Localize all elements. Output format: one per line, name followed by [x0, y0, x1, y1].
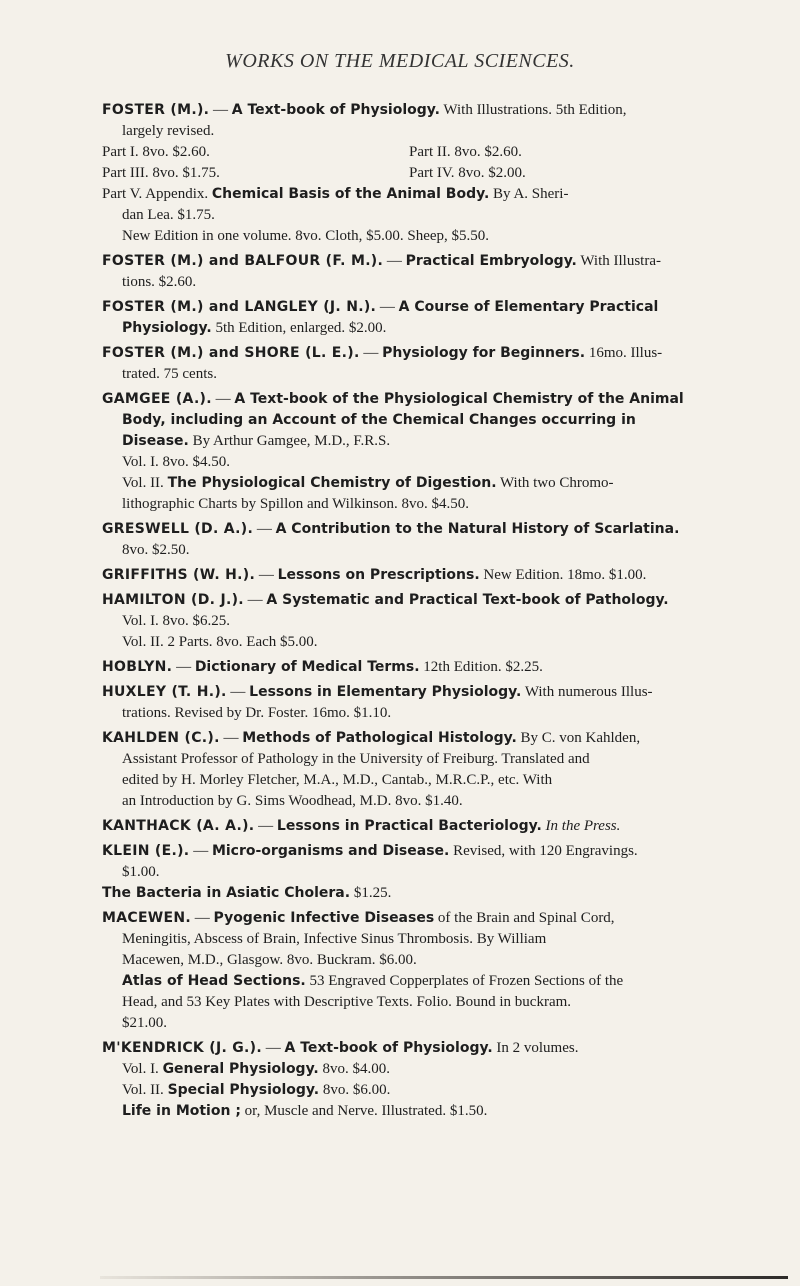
title: A Contribution to the Natural History of Scarlatina. — [275, 521, 680, 537]
desc: With Illustrations. 5th Edition, — [443, 102, 627, 118]
entry-foster-balfour: FOSTER (M.) and BALFOUR (F. M.). — Practical Embryology. With Illustra- tions. $2.60. — [102, 253, 661, 290]
entry-macewen: MACEWEN. — Pyogenic Infective Diseases of the Brain and Spinal Cord, Meningitis, Abscess of Brain, Infective Sinus Thrombosis. By William Macewen, M.D., Glasgow. 8vo. Buckram. $6.00. Atlas of Head Sections. 53 Engraved Copperplates of Frozen Sections of the Head, and 53 Key Plates with Descriptive Texts. Folio. Bound in buckram. $21.00. — [102, 910, 624, 1031]
author: KANTHACK (A. A.). — [102, 818, 255, 834]
running-head: WORKS ON THE MEDICAL SCIENCES. — [225, 50, 575, 72]
title: Lessons in Elementary Physiology. — [249, 684, 522, 700]
entry-kahlden: KAHLDEN (C.). — Methods of Pathological Histology. By C. von Kahlden, Assistant Professor of Pathology in the University of Freiburg. Translated and edited by H. Morley Fletcher, M.A., M.D., Cantab., M.R.C.P., etc. With an Introduction by G. Sims Woodhead, M.D. 8vo. $1.40. — [102, 730, 641, 809]
catalog-content — [102, 100, 792, 1126]
entry-mkendrick: M'KENDRICK (J. G.). — A Text-book of Physiology. In 2 volumes. Vol. I. General Physiology. 8vo. $4.00. Vol. II. Special Physiology. 8vo. $6.00. Life in Motion ; or, Muscle and Nerve. Illustrated. $1.50. — [102, 1040, 579, 1119]
author: HUXLEY (T. H.). — [102, 684, 227, 700]
title: Lessons on Prescriptions. — [277, 567, 480, 583]
part-label: Part V. Appendix. — [102, 186, 209, 202]
title: A Course of Elementary Practical — [398, 299, 659, 315]
entry-huxley: HUXLEY (T. H.). — Lessons in Elementary Physiology. With numerous Illus- trations. Revised by Dr. Foster. 16mo. $1.10. — [102, 684, 653, 721]
title: Lessons in Practical Bacteriology. — [276, 818, 542, 834]
entry-greswell: GRESWELL (D. A.). — A Contribution to the Natural History of Scarlatina. 8vo. $2.50. — [102, 521, 680, 558]
part-item: Part III. 8vo. $1.75. — [102, 165, 220, 181]
author: HOBLYN. — [102, 659, 173, 675]
desc-cont: largely revised. — [122, 123, 215, 139]
part-item: Part I. 8vo. $2.60. — [102, 144, 210, 160]
author: GRIFFITHS (W. H.). — [102, 567, 256, 583]
entry-gamgee: GAMGEE (A.). — A Text-book of the Physiological Chemistry of the Animal Body, including an Account of the Chemical Changes occurring in Disease. By Arthur Gamgee, M.D., F.R.S. Vol. I. 8vo. $4.50. Vol. II. The Physiological Chemistry of Digestion. With two Chromo- lithographic Charts by Spillon and Wilkinson. 8vo. $4.50. — [102, 391, 684, 512]
entry-griffiths: GRIFFITHS (W. H.). — Lessons on Prescriptions. New Edition. 18mo. $1.00. — [102, 567, 647, 583]
part-title: Chemical Basis of the Animal Body. — [211, 186, 490, 202]
author: GAMGEE (A.). — [102, 391, 212, 407]
title: A Systematic and Practical Text-book of Pathology. — [266, 592, 669, 608]
entry-kanthack: KANTHACK (A. A.). — Lessons in Practical Bacteriology. In the Press. — [102, 818, 621, 834]
author: FOSTER (M.) and BALFOUR (F. M.). — [102, 253, 384, 269]
title: A Text-book of Physiology. — [284, 1040, 493, 1056]
entry-foster-langley: FOSTER (M.) and LANGLEY (J. N.). — A Course of Elementary Practical Physiology. 5th Edition, enlarged. $2.00. — [102, 299, 659, 336]
entry-klein: KLEIN (E.). — Micro-organisms and Disease. Revised, with 120 Engravings. $1.00. The Bacteria in Asiatic Cholera. $1.25. — [102, 843, 638, 901]
author: HAMILTON (D. J.). — [102, 592, 244, 608]
author: FOSTER (M.) and SHORE (L. E.). — [102, 345, 360, 361]
title: Physiology for Beginners. — [382, 345, 586, 361]
entry-foster: FOSTER (M.). — A Text-book of Physiology. With Illustrations. 5th Edition, largely revised. Part I. 8vo. $2.60. Part II. 8vo. $2.60. Part III. 8vo. $1.75. Part IV. 8vo. $2.00. Part V. Appendix. Chemical Basis of the Animal Body. By A. Sheri- dan Lea. $1.75. New Edition in one volume. 8vo. Cloth, $5.00. Sheep, $5.50. — [102, 100, 792, 247]
author: FOSTER (M.). — [102, 102, 210, 118]
title: A Text-book of the Physiological Chemistry of the Animal — [234, 391, 684, 407]
title: Dictionary of Medical Terms. — [194, 659, 420, 675]
entry-foster-shore: FOSTER (M.) and SHORE (L. E.). — Physiology for Beginners. 16mo. Illus- trated. 75 cents. — [102, 345, 663, 382]
title: Methods of Pathological Histology. — [242, 730, 517, 746]
title: A Text-book of Physiology. — [231, 102, 440, 118]
parts-list — [102, 142, 792, 184]
new-edition: New Edition in one volume. 8vo. Cloth, $5.00. Sheep, $5.50. — [122, 228, 490, 244]
part-item: Part II. 8vo. $2.60. — [409, 144, 522, 160]
page-edge-rule — [100, 1276, 788, 1279]
author: GRESWELL (D. A.). — [102, 521, 254, 537]
author: MACEWEN. — [102, 910, 192, 926]
author: KAHLDEN (C.). — [102, 730, 220, 746]
title: Pyogenic Infective Diseases — [213, 910, 435, 926]
entry-hoblyn: HOBLYN. — Dictionary of Medical Terms. 12th Edition. $2.25. — [102, 659, 543, 675]
part-item: Part IV. 8vo. $2.00. — [409, 165, 526, 181]
author: FOSTER (M.) and LANGLEY (J. N.). — [102, 299, 377, 315]
author: M'KENDRICK (J. G.). — [102, 1040, 262, 1056]
title: Practical Embryology. — [405, 253, 577, 269]
entry-hamilton: HAMILTON (D. J.). — A Systematic and Practical Text-book of Pathology. Vol. I. 8vo. $6.25. Vol. II. 2 Parts. 8vo. Each $5.00. — [102, 592, 669, 650]
author: KLEIN (E.). — [102, 843, 190, 859]
title: Micro-organisms and Disease. — [211, 843, 450, 859]
